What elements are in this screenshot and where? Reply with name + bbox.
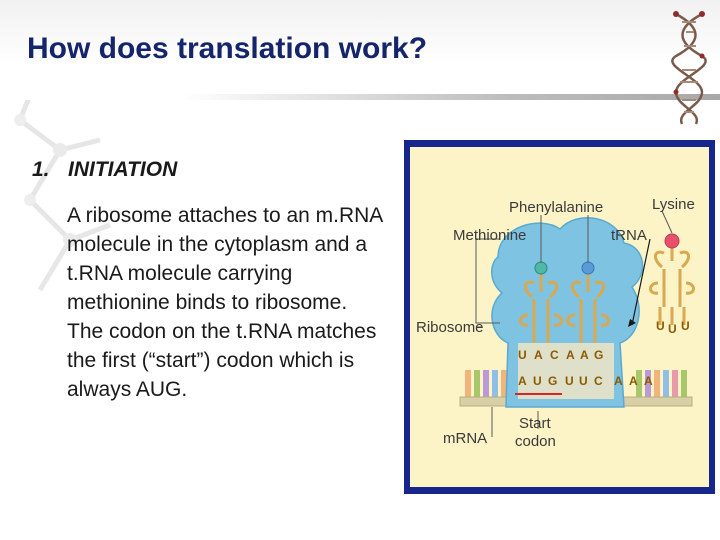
anticodon-base: U	[656, 319, 665, 333]
trna-lysine	[651, 247, 694, 325]
section-heading	[32, 158, 177, 182]
mrna-codons	[518, 374, 653, 388]
translation-figure	[410, 147, 709, 487]
anticodon-base: A	[580, 348, 589, 362]
label-lysine: Lysine	[652, 196, 695, 213]
mrna-base: U	[533, 374, 542, 388]
slide-title: How does translation work?	[27, 32, 428, 65]
mrna-base: A	[629, 374, 638, 388]
label-phenylalanine: Phenylalanine	[509, 199, 604, 216]
mrna-base: G	[548, 374, 558, 388]
title-divider	[180, 94, 720, 100]
anticodon-base: A	[566, 348, 575, 362]
phenylalanine-ball	[582, 262, 594, 274]
anticodon-base: C	[550, 348, 559, 362]
label-codon: codon	[515, 433, 556, 450]
dna-helix-icon	[662, 8, 720, 126]
anticodon-base: U	[681, 319, 690, 333]
label-trna: tRNA	[611, 227, 647, 244]
label-mrna: mRNA	[443, 430, 488, 447]
section-number: 1.	[32, 158, 50, 181]
anticodon-base: A	[534, 348, 543, 362]
methionine-ball	[535, 262, 547, 274]
anticodon-base: G	[594, 348, 604, 362]
label-start: Start	[519, 415, 551, 432]
mrna-base: C	[594, 374, 603, 388]
mrna-base: U	[579, 374, 588, 388]
label-ribosome: Ribosome	[416, 319, 484, 336]
anticodon-base: U	[518, 348, 527, 362]
mrna-base: U	[565, 374, 574, 388]
lysine-ball	[665, 234, 679, 248]
mrna-base: A	[614, 374, 623, 388]
body-paragraph: A ribosome attaches to an m.RNA molecule in the cytoplasm and a t.RNA molecule carrying methionine binds to ribosome. The codon on the t.RNA matches the first (“start”) codon which is always AUG.	[67, 204, 383, 401]
label-methionine: Methionine	[453, 227, 527, 244]
mrna-base: A	[518, 374, 527, 388]
section-title: INITIATION	[68, 158, 178, 181]
anticodon-base: U	[668, 322, 677, 336]
mrna-base: A	[644, 374, 653, 388]
